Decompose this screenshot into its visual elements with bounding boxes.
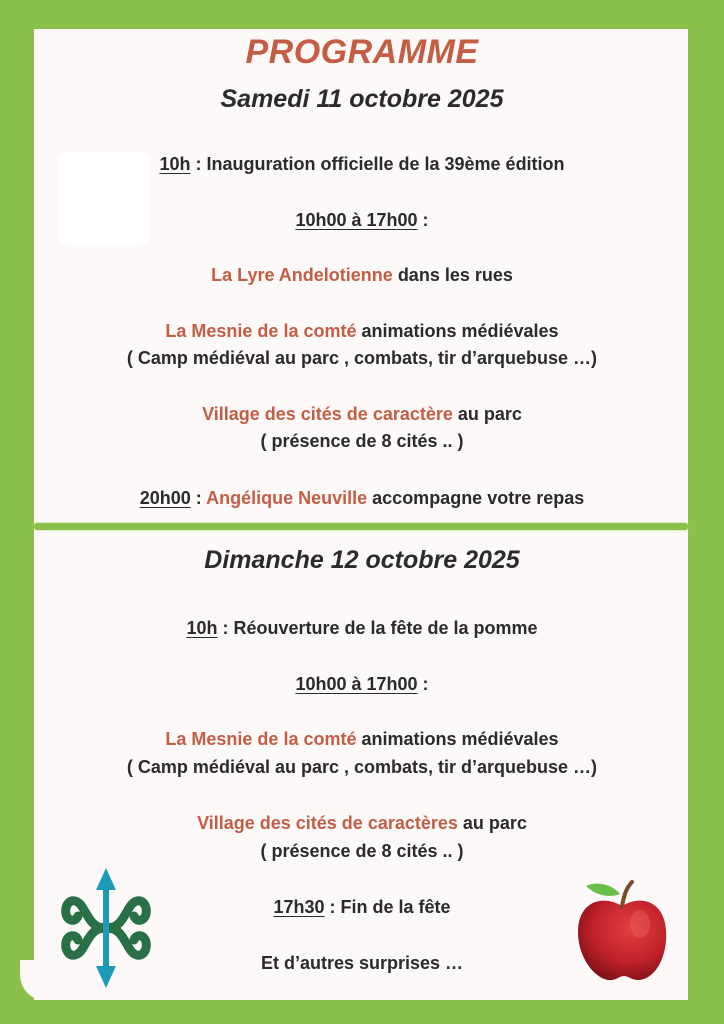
saturday-village xyxy=(0,404,724,425)
saturday-hours xyxy=(0,210,724,231)
performer-name: Village des cités de caractères xyxy=(197,813,458,833)
event-text: dans les rues xyxy=(392,265,513,285)
saturday-lyre xyxy=(0,265,724,286)
section-divider xyxy=(34,523,688,530)
event-text: Réouverture de la fête de la pomme xyxy=(233,618,538,638)
sunday-village-details: ( présence de 8 cités .. ) xyxy=(260,841,464,861)
time-label: 10h00 à 17h00 xyxy=(295,210,418,230)
event-text: animations médiévales xyxy=(356,321,559,341)
time-label: 10h00 à 17h00 xyxy=(295,674,418,694)
performer-name: La Mesnie de la comté xyxy=(165,729,357,749)
separator: : xyxy=(324,897,341,917)
sunday-reopening xyxy=(0,618,724,639)
saturday-mesnie xyxy=(0,321,724,342)
sunday-heading: Dimanche 12 octobre 2025 xyxy=(204,546,520,574)
time-label: 10h xyxy=(186,618,218,638)
separator: : xyxy=(417,210,429,230)
event-text: au parc xyxy=(452,404,522,424)
saturday-evening xyxy=(0,488,724,509)
saturday-inauguration xyxy=(0,154,724,175)
saturday-village-details: ( présence de 8 cités .. ) xyxy=(260,431,464,451)
event-text: Inauguration officielle de la 39ème édition xyxy=(206,154,565,174)
separator: : xyxy=(190,154,207,174)
performer-name: Village des cités de caractère xyxy=(202,404,453,424)
apple-icon xyxy=(572,876,672,984)
fleur-de-lis-emblem-icon xyxy=(60,866,152,990)
sunday-mesnie-details: ( Camp médiéval au parc , combats, tir d’arquebuse …) xyxy=(126,757,598,777)
event-text: accompagne votre repas xyxy=(367,488,585,508)
page-title: PROGRAMME xyxy=(245,33,479,71)
sunday-hours xyxy=(0,674,724,695)
saturday-mesnie-details: ( Camp médiéval au parc , combats, tir d’arquebuse …) xyxy=(126,348,598,368)
event-text: Fin de la fête xyxy=(340,897,451,917)
time-label: 17h30 xyxy=(273,897,325,917)
event-text: animations médiévales xyxy=(356,729,559,749)
separator: : xyxy=(190,488,207,508)
time-label: 20h00 xyxy=(139,488,191,508)
event-text: au parc xyxy=(457,813,527,833)
performer-name: La Lyre Andelotienne xyxy=(211,265,393,285)
time-label: 10h xyxy=(159,154,191,174)
saturday-heading: Samedi 11 octobre 2025 xyxy=(220,85,504,113)
sunday-mesnie xyxy=(0,729,724,750)
separator: : xyxy=(417,674,429,694)
performer-name: La Mesnie de la comté xyxy=(165,321,357,341)
sunday-surprises: Et d’autres surprises … xyxy=(260,953,464,973)
performer-name: Angélique Neuville xyxy=(206,488,368,508)
separator: : xyxy=(217,618,234,638)
sunday-village xyxy=(0,813,724,834)
